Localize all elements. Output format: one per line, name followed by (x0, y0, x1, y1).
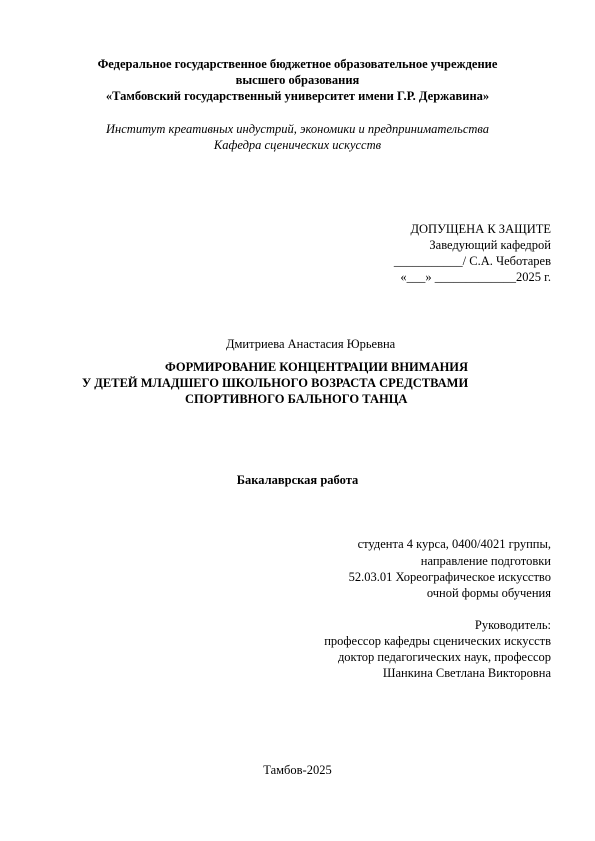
supervisor-degree: доктор педагогических наук, профессор (337, 650, 551, 664)
supervisor-name: Шанкина Светлана Викторовна (382, 666, 551, 680)
department-name: Кафедра сценических искусств (213, 138, 382, 152)
supervisor-label: Руководитель: (474, 618, 551, 632)
university-header-line-1: Федеральное государственное бюджетное образовательное учреждение (97, 57, 498, 71)
student-study-form: очной формы обучения (426, 586, 551, 600)
university-name: «Тамбовский государственный университет имени Г.Р. Державина» (105, 89, 490, 103)
approval-head-title: Заведующий кафедрой (429, 238, 551, 252)
city-year: Тамбов-2025 (263, 763, 332, 777)
author-name: Дмитриева Анастасия Юрьевна (226, 337, 396, 351)
thesis-title-line-3: СПОРТИВНОГО БАЛЬНОГО ТАНЦА (185, 392, 408, 406)
university-header-line-2: высшего образования (235, 73, 360, 87)
work-type: Бакалаврская работа (236, 473, 359, 487)
student-course-group: студента 4 курса, 0400/4021 группы, (357, 537, 551, 551)
approval-heading: ДОПУЩЕНА К ЗАЩИТЕ (410, 222, 551, 236)
supervisor-position: профессор кафедры сценических искусств (324, 634, 551, 648)
approval-date-line: «___» _____________2025 г. (400, 270, 551, 284)
approval-signature-line: ___________/ С.А. Чеботарев (393, 254, 551, 268)
student-direction-label: направление подготовки (420, 554, 551, 568)
student-direction: 52.03.01 Хореографическое искусство (348, 570, 551, 584)
thesis-title-line-1: ФОРМИРОВАНИЕ КОНЦЕНТРАЦИИ ВНИМАНИЯ (165, 360, 469, 374)
institute-name: Институт креативных индустрий, экономики и предпринимательства (106, 122, 489, 136)
thesis-title-line-2: У ДЕТЕЙ МЛАДШЕГО ШКОЛЬНОГО ВОЗРАСТА СРЕДСТВАМИ (82, 376, 469, 390)
